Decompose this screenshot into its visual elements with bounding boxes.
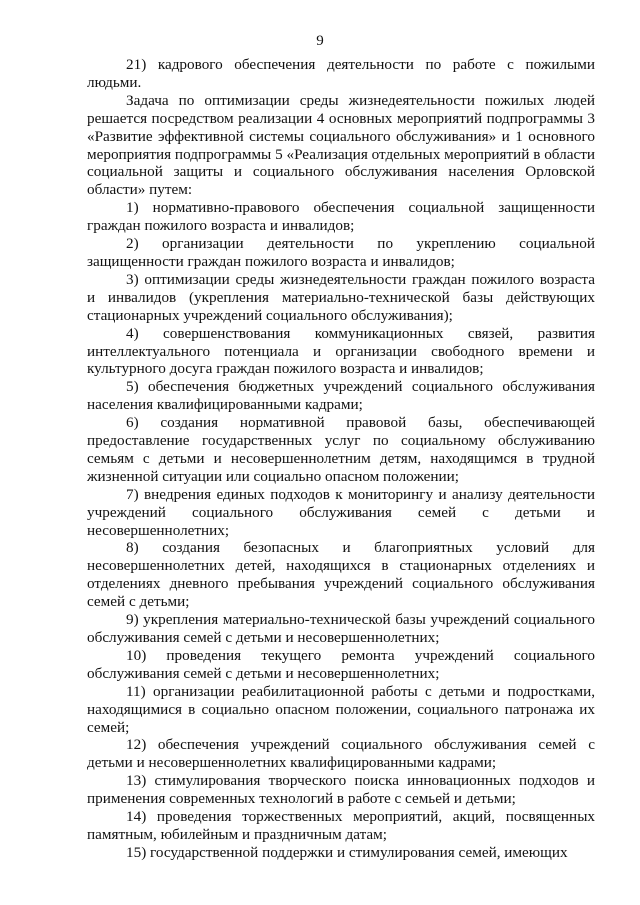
list-item-1: 1) нормативно-правового обеспечения социальной защищенности граждан пожилого возраста и инвалидов;	[87, 199, 595, 235]
paragraph-task-intro: Задача по оптимизации среды жизнедеятельности пожилых людей решается посредством реализации 4 основных мероприятий подпрограммы 3 «Развитие эффективной системы социального обслуживания» и 1 основного мероприятия подпрограммы 5 «Реализация отдельных мероприятий в области социальной защиты и социального обслуживания населения Орловской области» путем:	[87, 91, 595, 199]
list-item-9: 9) укрепления материально-технической базы учреждений социального обслуживания семей с детьми и несовершеннолетних;	[87, 611, 595, 646]
list-item-13: 13) стимулирования творческого поиска инновационных подходов и применения современных технологий в работе с семьей и детьми;	[87, 772, 595, 808]
list-item-3: 3) оптимизации среды жизнедеятельности граждан пожилого возраста и инвалидов (укрепления материально-технической базы действующих стационарных учреждений социального обслуживания);	[87, 270, 595, 324]
page-number: 9	[316, 33, 324, 49]
list-item-15: 15) государственной поддержки и стимулирования семей, имеющих	[126, 843, 568, 861]
document-body	[87, 56, 595, 862]
list-item-2: 2) организации деятельности по укреплению социальной защищенности граждан пожилого возраста и инвалидов;	[87, 235, 595, 270]
list-item-14: 14) проведения торжественных мероприятий, акций, посвященных памятным, юбилейным и праздничным датам;	[87, 808, 595, 843]
list-item-10: 10) проведения текущего ремонта учреждений социального обслуживания семей с детьми и несовершеннолетних;	[87, 646, 595, 682]
list-item-7: 7) внедрения единых подходов к мониторингу и анализу деятельности учреждений социального обслуживания семей с детьми и несовершеннолетних;	[87, 485, 595, 539]
list-item-6: 6) создания нормативной правовой базы, обеспечивающей предоставление государственных услуг по социальному обслуживанию семьям с детьми и несовершеннолетним детям, находящимся в трудной жизненной ситуации или социально опасном положении;	[87, 414, 595, 485]
list-item-4: 4) совершенствования коммуникационных связей, развития интеллектуального потенциала и организации свободного времени и культурного досуга граждан пожилого возраста и инвалидов;	[87, 324, 595, 378]
list-item-8: 8) создания безопасных и благоприятных условий для несовершеннолетних детей, находящихся в стационарных отделениях и отделениях дневного пребывания учреждений социального обслуживания семей с детьми;	[87, 539, 595, 611]
list-item-5: 5) обеспечения бюджетных учреждений социального обслуживания населения квалифицированными кадрами;	[87, 378, 595, 414]
list-item-12: 12) обеспечения учреждений социального обслуживания семей с детьми и несовершеннолетних квалифицированными кадрами;	[87, 736, 595, 772]
list-item-11: 11) организации реабилитационной работы с детьми и подростками, находящимися в социально опасном положении, социального патронажа их семей;	[87, 682, 595, 736]
paragraph-item-21: 21) кадрового обеспечения деятельности по работе с пожилыми людьми.	[87, 56, 595, 91]
